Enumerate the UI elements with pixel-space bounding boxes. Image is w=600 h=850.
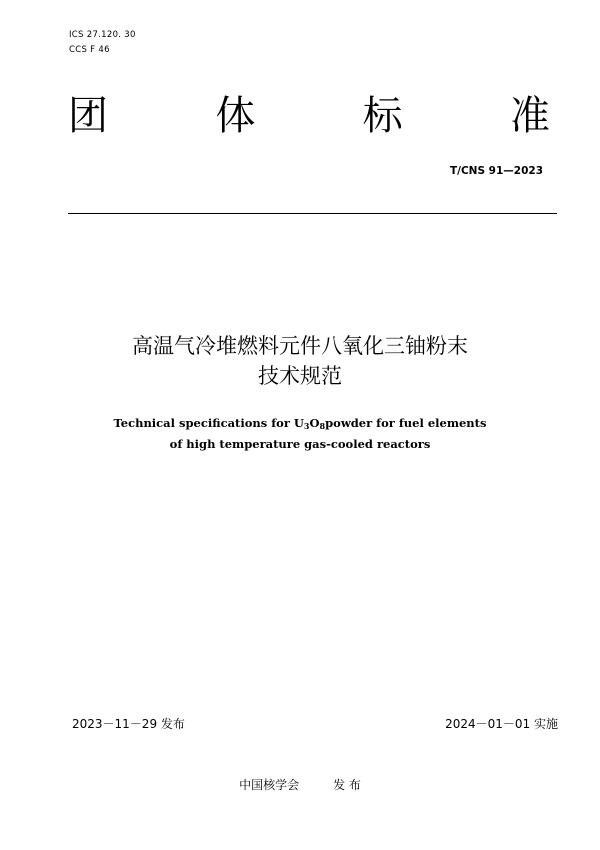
- english-title-oxygen: O: [309, 416, 320, 430]
- chinese-title-line-2: 技术规范: [258, 364, 342, 388]
- chinese-title: [0, 331, 600, 391]
- standard-type-char-4: 准: [509, 93, 550, 139]
- standard-number: T/CNS 91—2023: [449, 165, 543, 177]
- chinese-title-line-1: 高温气冷堆燃料元件八氧化三铀粉末: [132, 334, 468, 358]
- header-divider: [68, 213, 557, 214]
- subscript-3: 3: [303, 421, 310, 431]
- implementation-date: 2024－01－01 实施: [445, 717, 558, 731]
- english-title-part-before: Technical specifications for U: [113, 416, 304, 430]
- ccs-code: CCS F 46: [69, 45, 110, 55]
- issue-date: 2023－11－29 发布: [72, 717, 185, 731]
- publisher-line: [0, 777, 600, 793]
- standard-type-char-1: 团: [68, 93, 108, 139]
- english-title: [0, 413, 600, 454]
- standard-type-char-2: 体: [215, 93, 256, 139]
- english-title-part-after: powder for fuel elements: [325, 416, 487, 430]
- standard-type-heading: [68, 92, 550, 140]
- standard-type-char-3: 标: [362, 93, 403, 139]
- english-title-line-1: [0, 413, 600, 434]
- publisher-name: 中国核学会: [239, 778, 300, 792]
- publish-action: 发 布: [333, 778, 361, 792]
- subscript-8: 8: [319, 421, 326, 431]
- ics-code: ICS 27.120. 30: [69, 30, 136, 40]
- english-title-line-2: of high temperature gas-cooled reactors: [169, 437, 431, 451]
